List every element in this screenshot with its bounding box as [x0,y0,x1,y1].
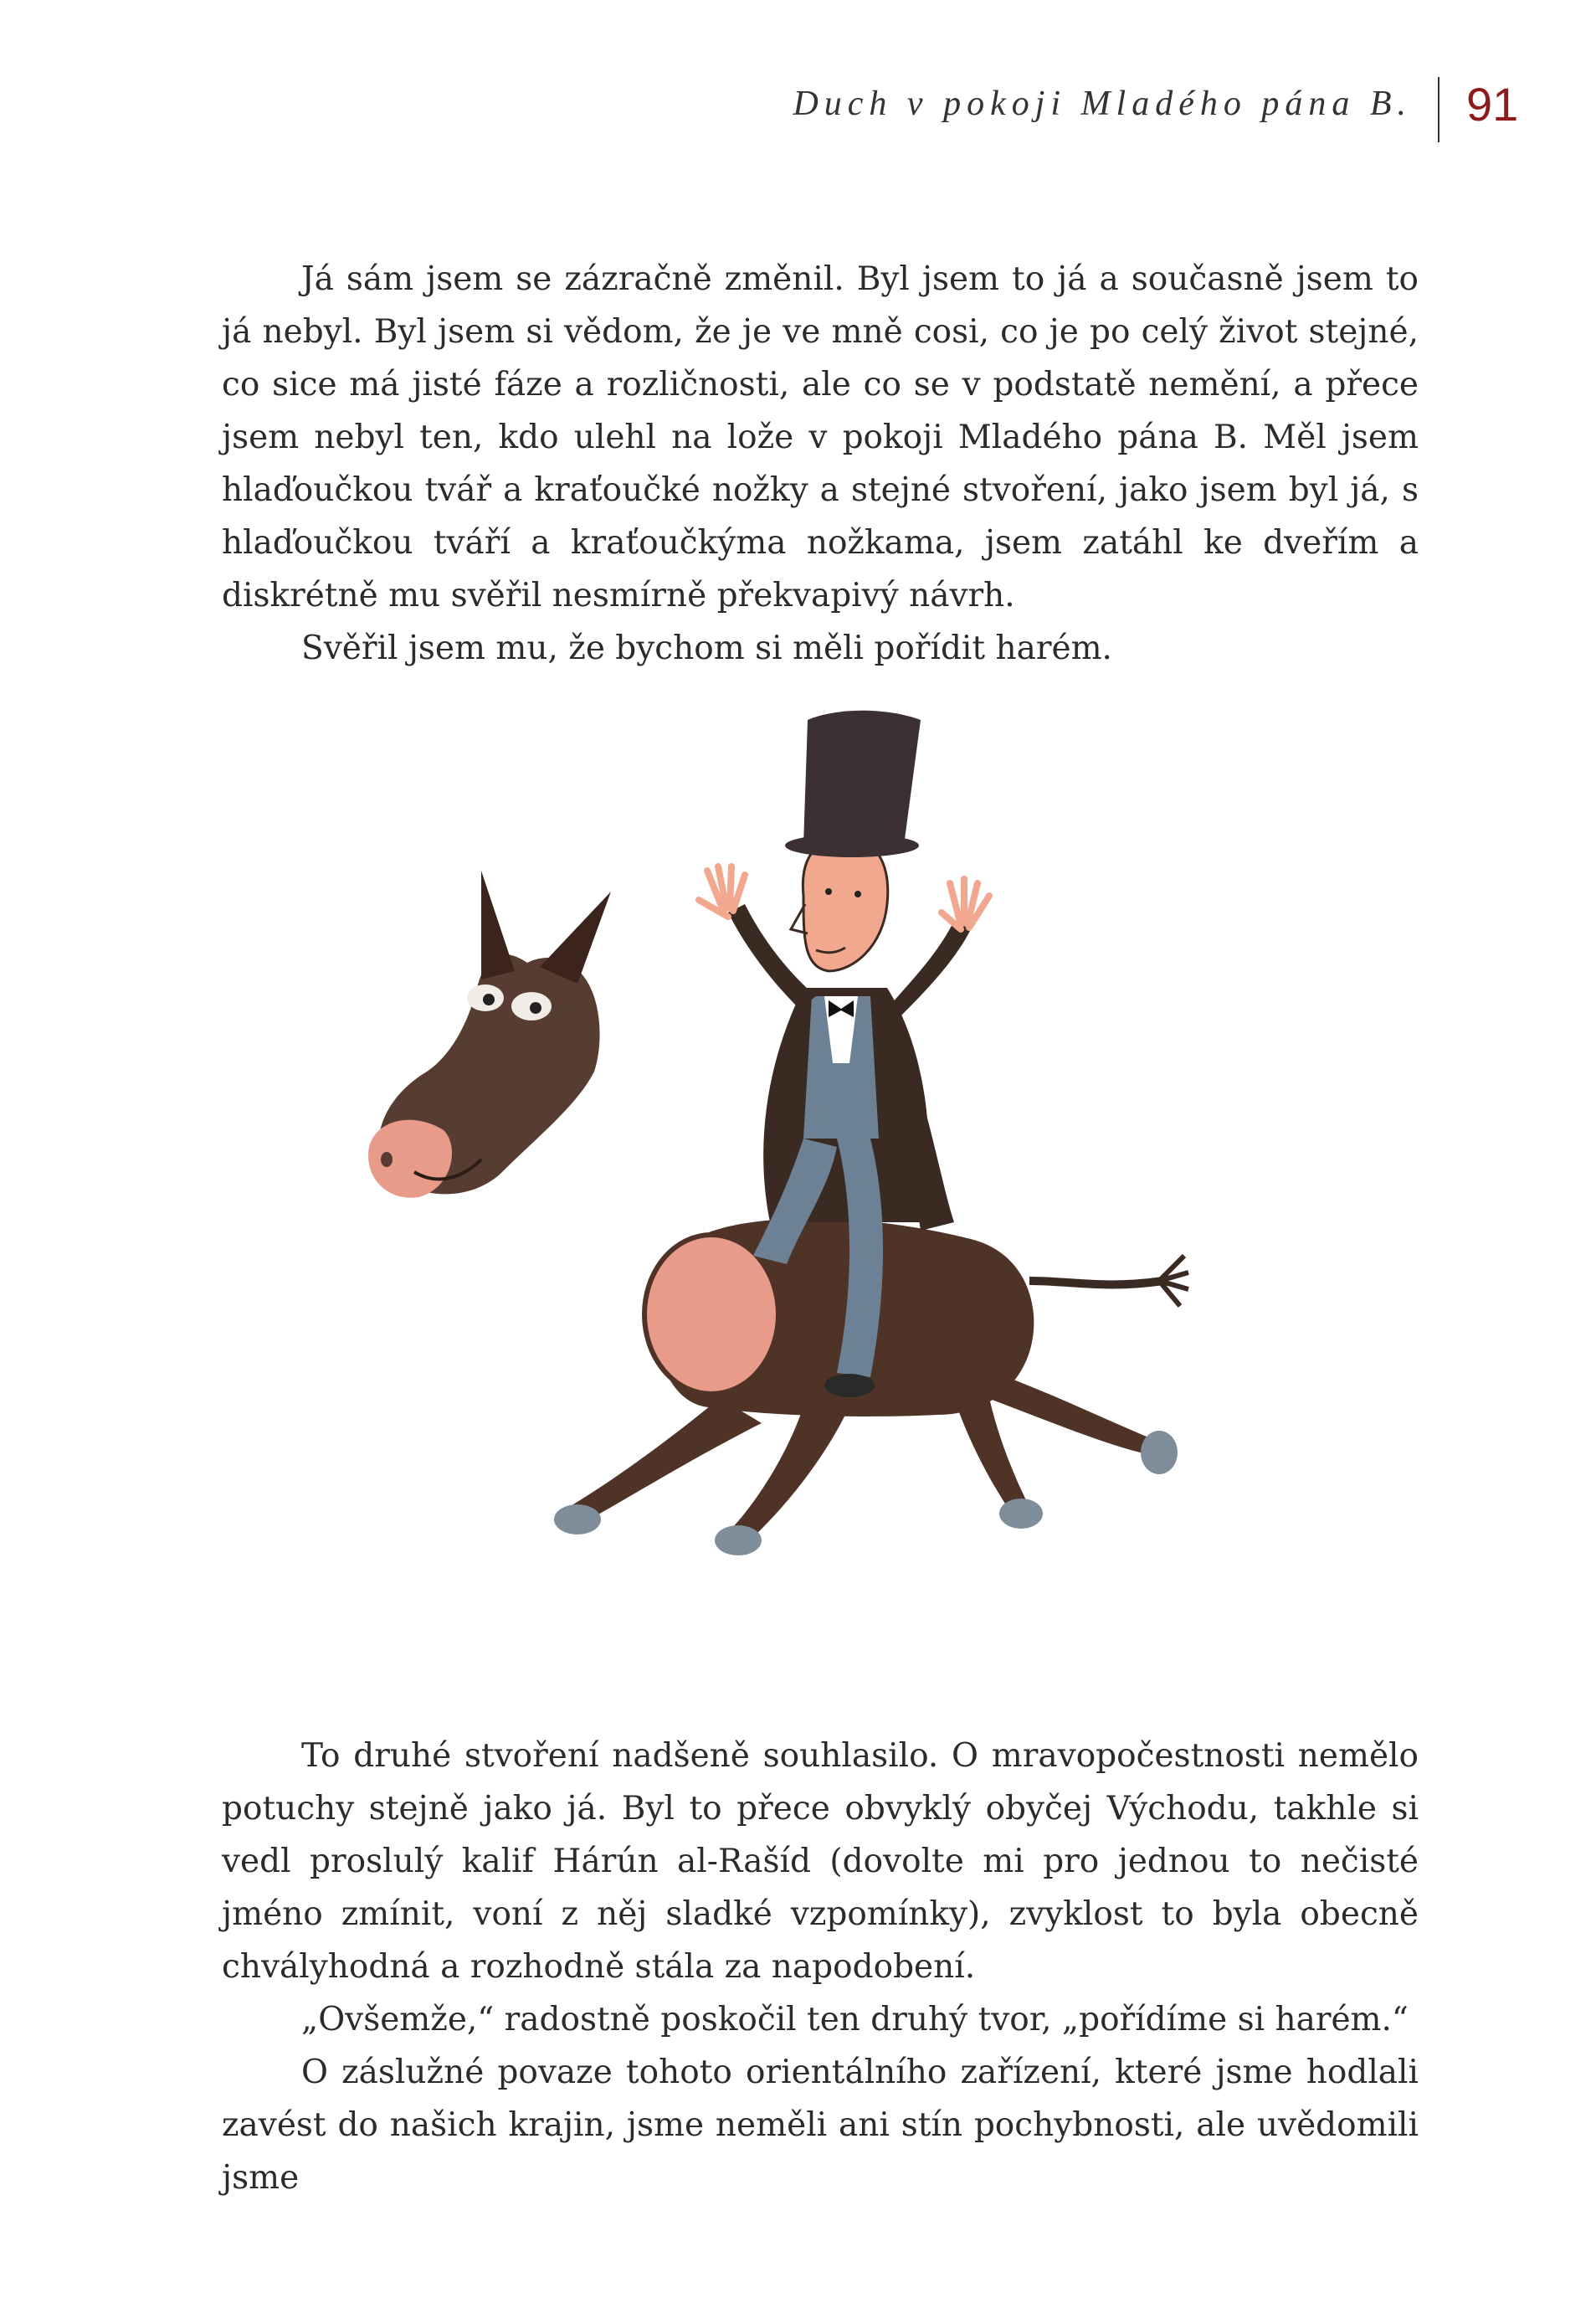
paragraph: Svěřil jsem mu, že bychom si měli pořídit harém. [301,630,1112,667]
text-block-bottom [222,1730,1419,2204]
running-header [0,77,1596,144]
text-block-top [222,253,1419,675]
page-number: 91 [1466,78,1519,131]
paragraph: O záslužné povaze tohoto orientálního zařízení, které jsme hodlali zavést do našich krajin, jsme neměli ani stín pochybnosti, ale uvědomili jsme [222,2054,1419,2197]
paragraph: To druhé stvoření nadšeně souhlasilo. O mravopočestnosti nemělo potuchy stejně jako já. Byl to přece obvyklý obyčej Východu, takhle si vedl proslulý kalif Hárún al-Rašíd (dovolte mi pro jednou to nečisté jméno zmínit, voní z něj sladké vzpomínky), zvyklost to byla obecně chvályhodná a rozhodně stála za napodobení. [222,1737,1419,1986]
paragraph: Já sám jsem se zázračně změnil. Byl jsem to já a současně jsem to já nebyl. Byl jsem si vědom, že je ve mně cosi, co je po celý život stejné, co sice má jisté fáze a rozličnosti, ale co se v podstatě nemění, a přece jsem nebyl ten, kdo ulehl na lože v pokoji Mladého pána B. Měl jsem hlaďoučkou tvář a kraťoučké nožky a stejné stvoření, jako jsem byl já, s hlaďoučkou tváří a kraťoučkýma nožkama, jsem zatáhl ke dveřím a diskrétně mu svěřil nesmírně překvapivý návrh. [222,260,1419,614]
running-title: Duch v pokoji Mladého pána B. [793,85,1412,123]
header-divider [1438,77,1439,142]
illustration-donkey-rider [335,703,1272,1641]
donkey-head [368,871,611,1198]
paragraph: „Ovšemže,“ radostně poskočil ten druhý tvor, „pořídíme si harém.“ [301,2001,1409,2038]
